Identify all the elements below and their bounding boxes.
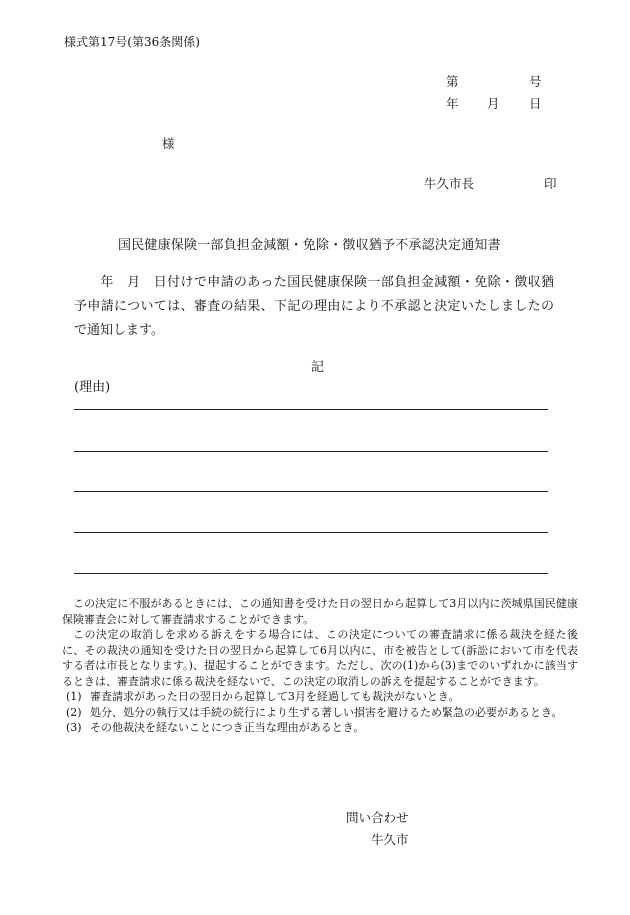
condition-text: 処分、処分の執行又は手続の続行により生ずる著しい損害を避けるため緊急の必要があるとき。: [90, 705, 563, 719]
issuer-name: 牛久市長: [424, 176, 475, 191]
reason-label: (理由): [74, 380, 111, 395]
appeal-paragraph-1: この決定に不服があるときには、この通知書を受けた日の翌日から起算して3月以内に茨城県国民健康保険審査会に対して審査請求することができます。: [62, 597, 578, 626]
appeal-condition-item: [66, 705, 578, 721]
appeal-condition-item: [66, 720, 578, 736]
appeal-condition-item: [66, 689, 578, 705]
condition-marker: (2): [66, 705, 82, 719]
contact-org: 牛久市: [371, 832, 409, 847]
form-number: 様式第17号(第36条関係): [64, 35, 200, 49]
document-title: 国民健康保険一部負担金減額・免除・徴収猶予不承認決定通知書: [118, 238, 501, 253]
doc-date-month: 月: [487, 96, 500, 111]
doc-date-day: 日: [529, 96, 542, 111]
reason-line-2: [74, 451, 548, 452]
doc-date-year: 年: [446, 96, 459, 111]
condition-text: その他裁決を経ないことにつき正当な理由があるとき。: [90, 721, 365, 734]
contact-label: 問い合わせ: [346, 810, 409, 825]
seal-mark: 印: [544, 176, 557, 191]
appeal-conditions-list: [62, 689, 578, 736]
doc-number-go: 号: [529, 74, 542, 89]
appeal-notice: [62, 596, 578, 736]
reason-line-3: [74, 491, 548, 492]
doc-number-dai: 第: [446, 74, 459, 89]
ki-heading: 記: [311, 360, 325, 375]
reason-line-4: [74, 532, 548, 533]
notice-body: [74, 271, 554, 343]
condition-marker: (3): [66, 721, 82, 734]
notice-body-text: 年 月 日付けで申請のあった国民健康保険一部負担金減額・免除・徴収猶予申請については、審査の結果、下記の理由により不承認と決定いたしましたので通知します。: [74, 275, 554, 338]
condition-marker: (1): [66, 690, 82, 703]
reason-line-5: [74, 573, 548, 574]
addressee-suffix: 様: [162, 136, 175, 151]
appeal-paragraph-2: この決定の取消しを求める訴えをする場合には、この決定についての審査請求に係る裁決を経た後に、その裁決の通知を受けた日の翌日から起算して6月以内に、市を被告として(訴訟において市を代表する者は市長となります。)、提起することができます。ただし、次の(1)から(3)までのいずれかに該当するときは、審査請求に係る裁決を経ないで、この決定の取消しの訴えを提起することができます。: [62, 628, 578, 688]
condition-text: 審査請求があった日の翌日から起算して3月を経過しても裁決がないとき。: [90, 690, 460, 703]
reason-line-1: [74, 409, 548, 410]
